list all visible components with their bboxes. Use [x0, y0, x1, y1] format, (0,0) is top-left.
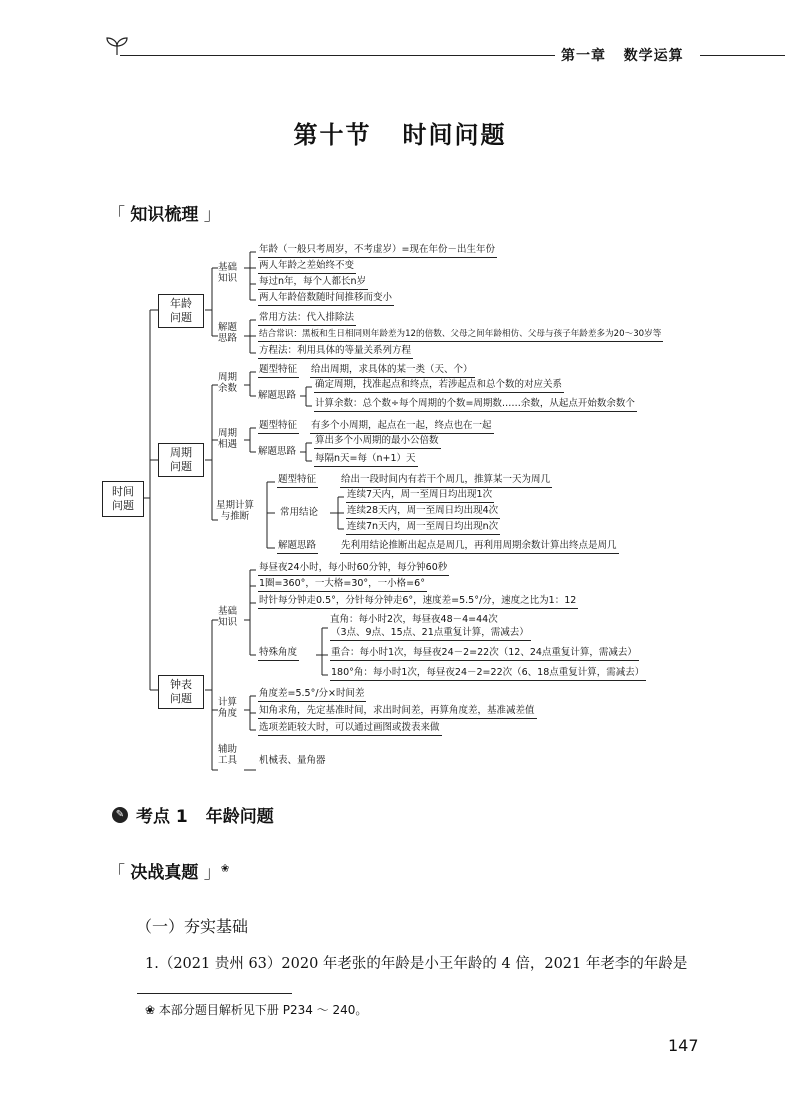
cycle-remainder-feature-label: 题型特征: [258, 364, 299, 378]
clock-basic-item: 1圈=360°，一大格=30°，一小格=6°: [258, 578, 427, 592]
age-basic-item: 两人年龄倍数随时间推移而变小: [258, 292, 394, 306]
cycle-remainder-feature: 给出周期，求具体的某一类（天、个）: [310, 364, 475, 378]
clock-special-item: 直角：每小时2次，每昼夜48－4=44次: [330, 614, 498, 625]
branch-cycle-problem: 周期 问题: [158, 443, 204, 477]
header-title: 第一章 数学运算: [561, 48, 684, 64]
target-icon: ✎: [112, 807, 128, 823]
age-approach-item: 结合常识：黑板和生日相同则年龄差为12的倍数、父母之间年龄相仿、父母与孩子年龄差多为20～30岁等: [258, 328, 663, 342]
cycle-remainder-label: 周期 余数: [218, 372, 238, 394]
question-text: 1.（2021 贵州 63）2020 年老张的年龄是小王年龄的 4 倍，2021 年老李的年龄是: [145, 956, 688, 972]
branch-age-problem: 年龄 问题: [158, 294, 204, 328]
cycle-meet-feature-label: 题型特征: [258, 420, 299, 434]
clock-tools-label: 辅助 工具: [218, 744, 238, 766]
branch-clock-problem: 钟表 问题: [158, 675, 204, 709]
clock-calc-item: 知角求角，先定基准时间，求出时间差，再算角度差，基准减差值: [258, 705, 537, 719]
clock-special-item: 重合：每小时1次，每昼夜24－2=22次（12、24点重复计算，需减去）: [330, 647, 639, 661]
cycle-week-feature: 给出一段时间内有若干个周几，推算某一天为周几: [340, 474, 552, 488]
cycle-week-approach-label: 解题思路: [277, 540, 318, 554]
clock-tools-item: 机械表、量角器: [259, 755, 326, 766]
cycle-meet-approach-item: 每隔n天=每（n+1）天: [314, 453, 418, 467]
page-number: 147: [668, 1036, 699, 1055]
clock-special-item: （3点、9点、15点、21点重复计算，需减去）: [330, 627, 531, 641]
clock-calc-item: 角度差=5.5°/分×时间差: [258, 688, 366, 702]
flower-mark-icon: ❀: [220, 863, 230, 875]
age-basic-label: 基础 知识: [218, 262, 238, 284]
clock-basic-item: 时针每分钟走0.5°，分针每分钟走6°，速度差=5.5°/分，速度之比为1：12: [258, 595, 578, 609]
age-approach-item: 常用方法：代入排除法: [258, 312, 356, 326]
clock-calc-item: 选项差距较大时，可以通过画图或拨表来做: [258, 722, 442, 736]
clock-special-label: 特殊角度: [258, 647, 299, 661]
flower-mark-icon: ❀: [145, 1003, 156, 1017]
cycle-week-conclusion-item: 连续7天内，周一至周日均出现1次: [346, 489, 494, 503]
cycle-meet-feature: 有多个小周期，起点在一起，终点也在一起: [310, 420, 494, 434]
cycle-meet-approach-item: 算出多个小周期的最小公倍数: [314, 435, 441, 449]
cycle-week-conclusion-item: 连续28天内，周一至周日均出现4次: [346, 505, 500, 519]
page-title: 第十节 时间问题: [293, 121, 507, 149]
age-approach-item: 方程法：利用具体的等量关系列方程: [258, 345, 413, 359]
footnote: ❀ 本部分题目解析见下册 P234 ～ 240。: [145, 1003, 368, 1017]
age-approach-label: 解题 思路: [218, 322, 238, 344]
subsection-title: （一）夯实基础: [136, 917, 249, 936]
kaodian-heading: ✎ 考点 1 年龄问题: [112, 802, 274, 827]
cycle-remainder-approach-item: 计算余数：总个数÷每个周期的个数=周期数……余数，从起点开始数余数个: [314, 398, 637, 412]
mindmap-root: 时间 问题: [102, 481, 144, 517]
cycle-remainder-approach-item: 确定周期，找准起点和终点，若涉起点和总个数的对应关系: [314, 379, 564, 393]
cycle-meet-approach-label: 解题思路: [258, 446, 297, 457]
clock-basic-label: 基础 知识: [218, 606, 238, 628]
age-basic-item: 年龄（一般只考周岁，不考虚岁）=现在年份－出生年份: [258, 244, 497, 258]
cycle-week-conclusion-item: 连续7n天内，周一至周日均出现n次: [346, 521, 500, 535]
clock-calc-label: 计算 角度: [218, 697, 238, 719]
cycle-remainder-approach-label: 解题思路: [258, 390, 297, 401]
footnote-rule: [137, 993, 292, 994]
knowledge-heading: 「 知识梳理 」: [108, 205, 221, 225]
age-basic-item: 每过n年，每个人都长n岁: [258, 276, 368, 290]
real-exam-heading: 「 决战真题 」❀: [108, 863, 230, 883]
clock-special-item: 180°角：每小时1次，每昼夜24－2=22次（6、18点重复计算，需减去）: [330, 667, 646, 681]
cycle-meet-label: 周期 相遇: [218, 428, 238, 450]
cycle-week-feature-label: 题型特征: [277, 474, 318, 488]
cycle-week-conclusion-label: 常用结论: [280, 507, 319, 518]
age-basic-item: 两人年龄之差始终不变: [258, 260, 356, 274]
cycle-week-approach: 先利用结论推断出起点是周几，再利用周期余数计算出终点是周几: [340, 540, 619, 554]
cycle-week-label: 星期计算 与推断: [216, 500, 255, 522]
clock-basic-item: 每昼夜24小时，每小时60分钟，每分钟60秒: [258, 562, 449, 576]
